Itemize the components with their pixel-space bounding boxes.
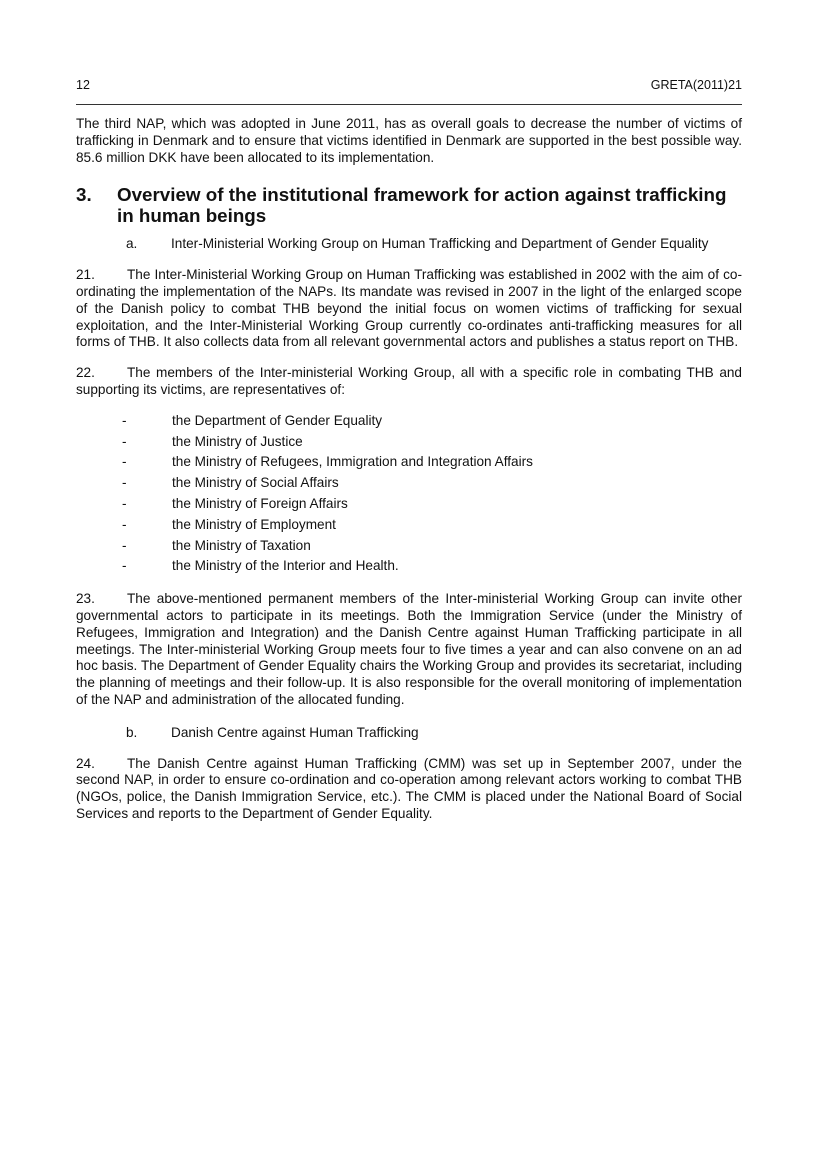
document-page — [76, 78, 742, 823]
header-rule — [76, 104, 742, 105]
list-item — [76, 556, 742, 577]
section-number: 3. — [76, 184, 92, 206]
section-heading — [76, 184, 742, 226]
paragraph-22 — [76, 365, 742, 399]
list-dash: - — [122, 475, 127, 491]
intro-paragraph: The third NAP, which was adopted in June 2011, has as overall goals to decrease the number of victims of trafficking in Denmark and to ensure that victims identified in Denmark are supported in the best possible way. 85.6 million DKK have been allocated to its implementation. — [76, 116, 742, 165]
paragraph-24 — [76, 756, 742, 823]
paragraph-24-number: 24. — [76, 755, 95, 771]
list-item — [76, 432, 742, 453]
list-item — [76, 411, 742, 432]
list-dash: - — [122, 516, 127, 532]
list-item-text: the Ministry of Justice — [172, 433, 303, 449]
list-dash: - — [122, 454, 127, 470]
list-item — [76, 536, 742, 557]
list-dash: - — [122, 433, 127, 449]
paragraph-23-number: 23. — [76, 591, 95, 607]
subsection-a-label: a. — [126, 236, 138, 252]
subsection-b-heading — [126, 725, 742, 742]
list-dash: - — [122, 495, 127, 511]
members-list — [76, 411, 742, 577]
list-item — [76, 473, 742, 494]
list-item-text: the Ministry of Foreign Affairs — [172, 495, 348, 511]
page-header — [76, 78, 742, 92]
page-number: 12 — [76, 78, 90, 92]
subsection-a-heading — [126, 236, 742, 253]
section-title: Overview of the institutional framework for action against trafficking in human beings — [117, 184, 727, 227]
list-item-text: the Ministry of Employment — [172, 516, 336, 532]
list-item-text: the Department of Gender Equality — [172, 412, 383, 428]
paragraph-22-number: 22. — [76, 365, 95, 381]
subsection-b-title: Danish Centre against Human Trafficking — [171, 724, 419, 740]
list-item — [76, 452, 742, 473]
paragraph-23 — [76, 591, 742, 709]
paragraph-24-text: The Danish Centre against Human Trafficking (CMM) was set up in September 2007, under the second NAP, in order to ensure co-ordination and co-operation among relevant actors working to combat THB (NGOs, police, the Danish Immigration Service, etc.). The CMM is placed under the National Board of Social Services and reports to the Department of Gender Equality. — [76, 755, 742, 821]
list-item-text: the Ministry of the Interior and Health. — [172, 558, 399, 574]
paragraph-23-text: The above-mentioned permanent members of the Inter-ministerial Working Group can invite other governmental actors to participate in its meetings. Both the Immigration Service (under the Ministry of Refugees, Immigration and Integration) and the Danish Centre against Human Trafficking participate in all meetings. The Inter-ministerial Working Group meets four to five times a year and can also convene on an ad hoc basis. The Department of Gender Equality chairs the Working Group and provides its secretariat, including the planning of meetings and their follow-up. It is also responsible for the overall monitoring of implementation of the NAP and administration of the allocated funding. — [76, 591, 742, 707]
list-item-text: the Ministry of Refugees, Immigration and Integration Affairs — [172, 454, 533, 470]
paragraph-21-number: 21. — [76, 267, 95, 283]
paragraph-21 — [76, 267, 742, 351]
document-reference: GRETA(2011)21 — [650, 78, 742, 92]
list-dash: - — [122, 412, 127, 428]
list-item — [76, 515, 742, 536]
subsection-a-title: Inter-Ministerial Working Group on Human Trafficking and Department of Gender Equality — [171, 236, 709, 252]
list-item-text: the Ministry of Social Affairs — [172, 475, 339, 491]
list-item-text: the Ministry of Taxation — [172, 537, 311, 553]
list-dash: - — [122, 558, 127, 574]
list-item — [76, 494, 742, 515]
paragraph-21-text: The Inter-Ministerial Working Group on Human Trafficking was established in 2002 with the aim of co-ordinating the implementation of the NAPs. Its mandate was revised in 2007 in the light of the enlarged scope of the Danish policy to combat THB beyond the initial focus on women victims of trafficking for sexual exploitation, and the Inter-Ministerial Working Group currently co-ordinates anti-trafficking measures for all forms of THB. It also collects data from all relevant governmental actors and publishes a status report on THB. — [76, 267, 742, 350]
list-dash: - — [122, 537, 127, 553]
subsection-b-label: b. — [126, 724, 138, 740]
paragraph-22-text: The members of the Inter-ministerial Working Group, all with a specific role in combating THB and supporting its victims, are representatives of: — [76, 365, 742, 397]
